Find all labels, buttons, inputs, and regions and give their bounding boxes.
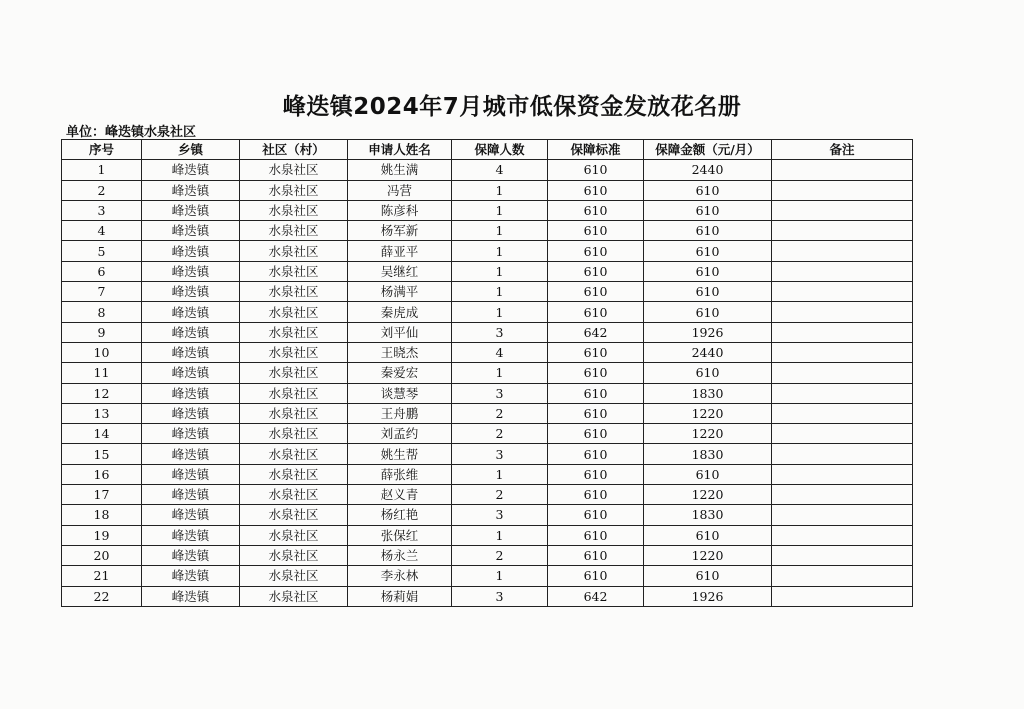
cell-applicant: 杨军新 <box>348 221 452 241</box>
cell-applicant: 秦爱宏 <box>348 363 452 383</box>
cell-standard: 610 <box>548 485 644 505</box>
table-row <box>62 383 913 403</box>
cell-community: 水泉社区 <box>240 586 348 606</box>
cell-applicant: 薛亚平 <box>348 241 452 261</box>
cell-town: 峰迭镇 <box>142 363 240 383</box>
cell-town: 峰迭镇 <box>142 383 240 403</box>
cell-seq: 10 <box>62 342 142 362</box>
cell-applicant: 杨永兰 <box>348 545 452 565</box>
roster-table <box>61 139 913 607</box>
cell-standard: 642 <box>548 322 644 342</box>
cell-standard: 610 <box>548 383 644 403</box>
cell-remarks <box>772 221 913 241</box>
cell-applicant: 杨红艳 <box>348 505 452 525</box>
cell-amount: 610 <box>644 363 772 383</box>
cell-amount: 2440 <box>644 160 772 180</box>
table-row <box>62 485 913 505</box>
cell-people-count: 1 <box>452 200 548 220</box>
cell-standard: 610 <box>548 282 644 302</box>
cell-seq: 15 <box>62 444 142 464</box>
cell-amount: 1220 <box>644 545 772 565</box>
cell-remarks <box>772 566 913 586</box>
header-people-count: 保障人数 <box>452 140 548 160</box>
cell-amount: 1830 <box>644 505 772 525</box>
cell-applicant: 冯营 <box>348 180 452 200</box>
cell-standard: 610 <box>548 221 644 241</box>
cell-standard: 610 <box>548 160 644 180</box>
cell-seq: 21 <box>62 566 142 586</box>
header-town: 乡镇 <box>142 140 240 160</box>
header-seq: 序号 <box>62 140 142 160</box>
cell-remarks <box>772 505 913 525</box>
cell-applicant: 李永林 <box>348 566 452 586</box>
cell-people-count: 2 <box>452 545 548 565</box>
table-row <box>62 424 913 444</box>
cell-community: 水泉社区 <box>240 221 348 241</box>
table-header-row <box>62 140 913 160</box>
table-row <box>62 566 913 586</box>
cell-town: 峰迭镇 <box>142 302 240 322</box>
cell-seq: 13 <box>62 403 142 423</box>
cell-town: 峰迭镇 <box>142 424 240 444</box>
cell-community: 水泉社区 <box>240 403 348 423</box>
cell-town: 峰迭镇 <box>142 342 240 362</box>
cell-people-count: 1 <box>452 525 548 545</box>
cell-community: 水泉社区 <box>240 180 348 200</box>
cell-seq: 3 <box>62 200 142 220</box>
cell-seq: 1 <box>62 160 142 180</box>
cell-community: 水泉社区 <box>240 241 348 261</box>
cell-amount: 610 <box>644 464 772 484</box>
table-row <box>62 261 913 281</box>
cell-town: 峰迭镇 <box>142 221 240 241</box>
cell-people-count: 1 <box>452 221 548 241</box>
cell-amount: 1926 <box>644 322 772 342</box>
unit-label: 单位：峰迭镇水泉社区 <box>66 125 197 140</box>
cell-remarks <box>772 282 913 302</box>
cell-town: 峰迭镇 <box>142 545 240 565</box>
table-row <box>62 363 913 383</box>
table-row <box>62 444 913 464</box>
cell-people-count: 1 <box>452 282 548 302</box>
table-row <box>62 342 913 362</box>
header-community: 社区（村） <box>240 140 348 160</box>
cell-amount: 610 <box>644 282 772 302</box>
cell-seq: 16 <box>62 464 142 484</box>
table-row <box>62 403 913 423</box>
cell-remarks <box>772 322 913 342</box>
cell-people-count: 2 <box>452 424 548 444</box>
cell-town: 峰迭镇 <box>142 566 240 586</box>
cell-people-count: 1 <box>452 241 548 261</box>
cell-seq: 17 <box>62 485 142 505</box>
cell-seq: 19 <box>62 525 142 545</box>
cell-seq: 12 <box>62 383 142 403</box>
cell-standard: 610 <box>548 444 644 464</box>
cell-amount: 610 <box>644 180 772 200</box>
cell-community: 水泉社区 <box>240 383 348 403</box>
cell-community: 水泉社区 <box>240 525 348 545</box>
cell-people-count: 2 <box>452 485 548 505</box>
cell-applicant: 吴继红 <box>348 261 452 281</box>
cell-town: 峰迭镇 <box>142 444 240 464</box>
cell-standard: 610 <box>548 302 644 322</box>
cell-amount: 610 <box>644 261 772 281</box>
cell-amount: 610 <box>644 241 772 261</box>
cell-town: 峰迭镇 <box>142 200 240 220</box>
cell-remarks <box>772 160 913 180</box>
cell-remarks <box>772 200 913 220</box>
cell-remarks <box>772 241 913 261</box>
cell-standard: 610 <box>548 241 644 261</box>
cell-standard: 610 <box>548 525 644 545</box>
table-row <box>62 221 913 241</box>
cell-seq: 4 <box>62 221 142 241</box>
cell-amount: 1926 <box>644 586 772 606</box>
cell-people-count: 3 <box>452 444 548 464</box>
cell-community: 水泉社区 <box>240 200 348 220</box>
cell-applicant: 姚生帮 <box>348 444 452 464</box>
cell-town: 峰迭镇 <box>142 160 240 180</box>
table-row <box>62 302 913 322</box>
cell-seq: 8 <box>62 302 142 322</box>
cell-standard: 610 <box>548 363 644 383</box>
cell-standard: 610 <box>548 180 644 200</box>
cell-amount: 2440 <box>644 342 772 362</box>
cell-applicant: 陈彦科 <box>348 200 452 220</box>
cell-community: 水泉社区 <box>240 302 348 322</box>
cell-applicant: 张保红 <box>348 525 452 545</box>
cell-people-count: 1 <box>452 302 548 322</box>
cell-applicant: 杨莉娟 <box>348 586 452 606</box>
cell-seq: 9 <box>62 322 142 342</box>
cell-seq: 22 <box>62 586 142 606</box>
cell-people-count: 3 <box>452 322 548 342</box>
cell-amount: 1830 <box>644 383 772 403</box>
cell-standard: 610 <box>548 261 644 281</box>
cell-applicant: 王舟鹏 <box>348 403 452 423</box>
table-row <box>62 241 913 261</box>
cell-seq: 7 <box>62 282 142 302</box>
table-row <box>62 545 913 565</box>
cell-town: 峰迭镇 <box>142 525 240 545</box>
cell-amount: 1220 <box>644 403 772 423</box>
cell-remarks <box>772 545 913 565</box>
table-row <box>62 464 913 484</box>
cell-amount: 610 <box>644 566 772 586</box>
cell-town: 峰迭镇 <box>142 485 240 505</box>
cell-community: 水泉社区 <box>240 342 348 362</box>
cell-community: 水泉社区 <box>240 424 348 444</box>
cell-standard: 610 <box>548 566 644 586</box>
cell-applicant: 姚生满 <box>348 160 452 180</box>
table-row <box>62 200 913 220</box>
cell-remarks <box>772 302 913 322</box>
cell-amount: 1220 <box>644 485 772 505</box>
cell-seq: 20 <box>62 545 142 565</box>
cell-standard: 642 <box>548 586 644 606</box>
table-row <box>62 525 913 545</box>
cell-town: 峰迭镇 <box>142 241 240 261</box>
cell-people-count: 1 <box>452 261 548 281</box>
page-title: 峰迭镇2024年7月城市低保资金发放花名册 <box>282 94 742 120</box>
table-row <box>62 282 913 302</box>
cell-seq: 2 <box>62 180 142 200</box>
cell-standard: 610 <box>548 424 644 444</box>
cell-applicant: 杨满平 <box>348 282 452 302</box>
cell-people-count: 1 <box>452 363 548 383</box>
cell-community: 水泉社区 <box>240 464 348 484</box>
cell-remarks <box>772 180 913 200</box>
cell-community: 水泉社区 <box>240 505 348 525</box>
cell-town: 峰迭镇 <box>142 403 240 423</box>
cell-community: 水泉社区 <box>240 322 348 342</box>
cell-community: 水泉社区 <box>240 545 348 565</box>
cell-community: 水泉社区 <box>240 566 348 586</box>
cell-community: 水泉社区 <box>240 444 348 464</box>
cell-remarks <box>772 261 913 281</box>
cell-amount: 1830 <box>644 444 772 464</box>
table-row <box>62 505 913 525</box>
cell-standard: 610 <box>548 545 644 565</box>
cell-amount: 1220 <box>644 424 772 444</box>
cell-seq: 5 <box>62 241 142 261</box>
cell-applicant: 秦虎成 <box>348 302 452 322</box>
header-applicant: 申请人姓名 <box>348 140 452 160</box>
cell-amount: 610 <box>644 200 772 220</box>
table-row <box>62 322 913 342</box>
table-row <box>62 586 913 606</box>
cell-remarks <box>772 363 913 383</box>
cell-remarks <box>772 403 913 423</box>
cell-seq: 18 <box>62 505 142 525</box>
cell-applicant: 谈慧琴 <box>348 383 452 403</box>
cell-standard: 610 <box>548 200 644 220</box>
cell-remarks <box>772 485 913 505</box>
cell-remarks <box>772 586 913 606</box>
header-standard: 保障标准 <box>548 140 644 160</box>
cell-people-count: 3 <box>452 586 548 606</box>
cell-community: 水泉社区 <box>240 160 348 180</box>
cell-people-count: 4 <box>452 160 548 180</box>
cell-town: 峰迭镇 <box>142 282 240 302</box>
cell-town: 峰迭镇 <box>142 180 240 200</box>
cell-remarks <box>772 424 913 444</box>
header-remarks: 备注 <box>772 140 913 160</box>
cell-seq: 11 <box>62 363 142 383</box>
cell-applicant: 薛张维 <box>348 464 452 484</box>
cell-remarks <box>772 383 913 403</box>
cell-standard: 610 <box>548 403 644 423</box>
cell-remarks <box>772 342 913 362</box>
cell-people-count: 1 <box>452 464 548 484</box>
cell-community: 水泉社区 <box>240 282 348 302</box>
cell-standard: 610 <box>548 464 644 484</box>
cell-community: 水泉社区 <box>240 261 348 281</box>
cell-people-count: 3 <box>452 505 548 525</box>
cell-community: 水泉社区 <box>240 485 348 505</box>
table-row <box>62 160 913 180</box>
cell-applicant: 刘孟约 <box>348 424 452 444</box>
cell-community: 水泉社区 <box>240 363 348 383</box>
cell-people-count: 1 <box>452 180 548 200</box>
cell-seq: 14 <box>62 424 142 444</box>
cell-people-count: 3 <box>452 383 548 403</box>
cell-remarks <box>772 464 913 484</box>
cell-standard: 610 <box>548 505 644 525</box>
cell-people-count: 1 <box>452 566 548 586</box>
table-row <box>62 180 913 200</box>
cell-applicant: 王晓杰 <box>348 342 452 362</box>
cell-amount: 610 <box>644 221 772 241</box>
cell-standard: 610 <box>548 342 644 362</box>
cell-amount: 610 <box>644 302 772 322</box>
cell-town: 峰迭镇 <box>142 505 240 525</box>
cell-town: 峰迭镇 <box>142 322 240 342</box>
header-amount: 保障金额（元/月） <box>644 140 772 160</box>
cell-seq: 6 <box>62 261 142 281</box>
cell-remarks <box>772 525 913 545</box>
cell-town: 峰迭镇 <box>142 586 240 606</box>
cell-people-count: 2 <box>452 403 548 423</box>
cell-town: 峰迭镇 <box>142 464 240 484</box>
cell-applicant: 赵义青 <box>348 485 452 505</box>
cell-remarks <box>772 444 913 464</box>
cell-applicant: 刘平仙 <box>348 322 452 342</box>
cell-town: 峰迭镇 <box>142 261 240 281</box>
cell-people-count: 4 <box>452 342 548 362</box>
cell-amount: 610 <box>644 525 772 545</box>
